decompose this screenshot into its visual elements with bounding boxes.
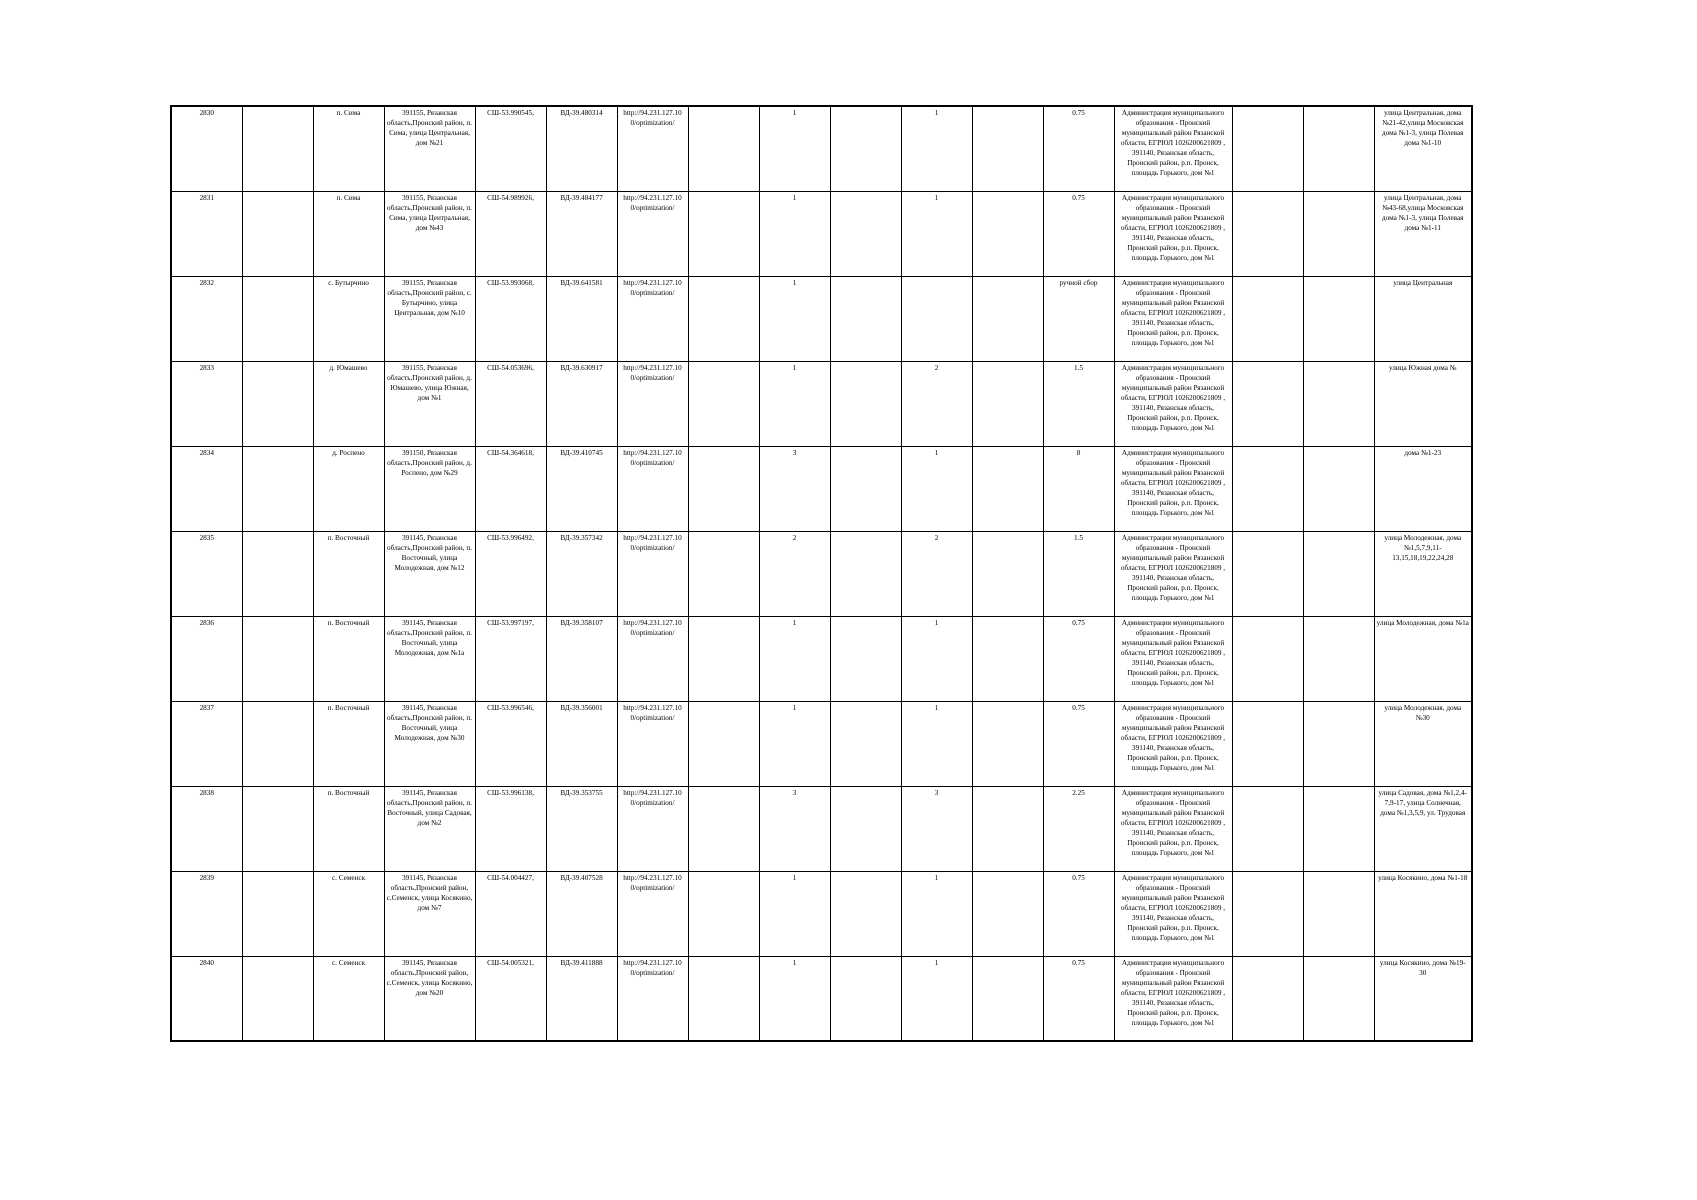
owner-info: Администрация муниципального образования - Пронский муниципальный район Рязанской области, ЕГРЮЛ 1026200621809 , 391140, Рязанская область, Пронский район, р.п. Пронск, площадь Горького, дом №1 (1114, 446, 1232, 531)
empty-cell (830, 956, 901, 1041)
empty-cell (688, 616, 759, 701)
container-count-secondary: 3 (901, 786, 972, 871)
container-count: 1 (759, 106, 830, 191)
served-addresses: улица Южная дома № (1374, 361, 1472, 446)
latitude: СШ-54.004427, (475, 871, 546, 956)
container-volume: 1.5 (1043, 531, 1114, 616)
longitude: ВД-39.630917 (546, 361, 617, 446)
table-body (171, 106, 1472, 1041)
latitude: СШ-53.997197, (475, 616, 546, 701)
empty-cell (830, 701, 901, 786)
container-count-secondary: 1 (901, 701, 972, 786)
table-row (171, 786, 1472, 871)
settlement-name: с. Бутырчино (313, 276, 384, 361)
container-count-secondary: 1 (901, 106, 972, 191)
empty-cell (688, 786, 759, 871)
empty-cell (1232, 446, 1303, 531)
record-number: 2839 (171, 871, 242, 956)
container-count: 2 (759, 531, 830, 616)
empty-cell (972, 616, 1043, 701)
record-number: 2833 (171, 361, 242, 446)
served-addresses: улица Центральная (1374, 276, 1472, 361)
site-address: 391145, Рязанская область,Пронский район, с.Семенск, улица Косякино, дом №20 (384, 956, 475, 1041)
map-link[interactable]: http://94.231.127.10 0/optimization/ (617, 701, 688, 786)
empty-cell (972, 871, 1043, 956)
empty-cell (830, 786, 901, 871)
record-number: 2831 (171, 191, 242, 276)
longitude: ВД-39.411888 (546, 956, 617, 1041)
served-addresses: улица Центральная, дома №43-68,улица Московская дома №1-3, улица Полевая дома №1-11 (1374, 191, 1472, 276)
record-number: 2837 (171, 701, 242, 786)
empty-cell (688, 191, 759, 276)
served-addresses: улица Садовая, дома №1,2,4-7,9-17, улица Солнечная, дома №1,3,5,9, ул. Трудовая (1374, 786, 1472, 871)
container-count-secondary: 1 (901, 446, 972, 531)
settlement-name: п. Восточный (313, 616, 384, 701)
empty-cell (830, 871, 901, 956)
latitude: СШ-53.993068, (475, 276, 546, 361)
record-number: 2832 (171, 276, 242, 361)
empty-cell (972, 191, 1043, 276)
latitude: СШ-54.005321, (475, 956, 546, 1041)
empty-cell (1303, 276, 1374, 361)
empty-cell (1232, 276, 1303, 361)
empty-cell (1232, 616, 1303, 701)
owner-info: Администрация муниципального образования - Пронский муниципальный район Рязанской области, ЕГРЮЛ 1026200621809 , 391140, Рязанская область, Пронский район, р.п. Пронск, площадь Горького, дом №1 (1114, 191, 1232, 276)
container-volume: 0.75 (1043, 871, 1114, 956)
empty-cell (1232, 531, 1303, 616)
empty-cell (1303, 446, 1374, 531)
container-count-secondary: 1 (901, 956, 972, 1041)
empty-cell (688, 276, 759, 361)
map-link[interactable]: http://94.231.127.10 0/optimization/ (617, 956, 688, 1041)
owner-info: Администрация муниципального образования - Пронский муниципальный район Рязанской области, ЕГРЮЛ 1026200621809 , 391140, Рязанская область, Пронский район, р.п. Пронск, площадь Горького, дом №1 (1114, 956, 1232, 1041)
map-link[interactable]: http://94.231.127.10 0/optimization/ (617, 616, 688, 701)
site-address: 391155, Рязанская область,Пронский район, с. Бутырчино, улица Центральная, дом №10 (384, 276, 475, 361)
longitude: ВД-39.353755 (546, 786, 617, 871)
settlement-name: с. Семенск (313, 956, 384, 1041)
map-link[interactable]: http://94.231.127.10 0/optimization/ (617, 531, 688, 616)
site-address: 391145, Рязанская область,Пронский район, п. Восточный, улица Молодежная, дом №1а (384, 616, 475, 701)
longitude: ВД-39.407528 (546, 871, 617, 956)
table-row (171, 191, 1472, 276)
container-volume: ручной сбор (1043, 276, 1114, 361)
site-address: 391155, Рязанская область,Пронский район, п. Сима, улица Центральная, дом №43 (384, 191, 475, 276)
longitude: ВД-39.357342 (546, 531, 617, 616)
table-row (171, 701, 1472, 786)
record-number: 2834 (171, 446, 242, 531)
record-number: 2830 (171, 106, 242, 191)
container-volume: 1.5 (1043, 361, 1114, 446)
empty-cell (242, 276, 313, 361)
served-addresses: улица Молодежная, дома №1,5,7,9,11-13,15,18,19,22,24,28 (1374, 531, 1472, 616)
empty-cell (1232, 701, 1303, 786)
empty-cell (1303, 956, 1374, 1041)
container-volume: 0.75 (1043, 956, 1114, 1041)
empty-cell (688, 701, 759, 786)
empty-cell (972, 531, 1043, 616)
latitude: СШ-53.996546, (475, 701, 546, 786)
settlement-name: д. Юмашево (313, 361, 384, 446)
record-number: 2840 (171, 956, 242, 1041)
empty-cell (242, 871, 313, 956)
empty-cell (688, 531, 759, 616)
empty-cell (972, 361, 1043, 446)
served-addresses: дома №1-23 (1374, 446, 1472, 531)
container-count: 1 (759, 871, 830, 956)
container-volume: 0.75 (1043, 106, 1114, 191)
empty-cell (242, 446, 313, 531)
container-count-secondary (901, 276, 972, 361)
latitude: СШ-54.989926, (475, 191, 546, 276)
longitude: ВД-39.480314 (546, 106, 617, 191)
empty-cell (242, 106, 313, 191)
settlement-name: п. Восточный (313, 786, 384, 871)
empty-cell (972, 956, 1043, 1041)
empty-cell (1303, 616, 1374, 701)
container-count: 1 (759, 956, 830, 1041)
empty-cell (830, 276, 901, 361)
container-volume: 0.75 (1043, 701, 1114, 786)
container-count-secondary: 1 (901, 191, 972, 276)
empty-cell (1303, 701, 1374, 786)
owner-info: Администрация муниципального образования - Пронский муниципальный район Рязанской области, ЕГРЮЛ 1026200621809 , 391140, Рязанская область, Пронский район, р.п. Пронск, площадь Горького, дом №1 (1114, 361, 1232, 446)
site-address: 391145, Рязанская область,Пронский район, п. Восточный, улица Молодежная, дом №12 (384, 531, 475, 616)
container-count: 1 (759, 701, 830, 786)
empty-cell (1232, 361, 1303, 446)
site-address: 391155, Рязанская область,Пронский район, п. Сима, улица Центральная, дом №21 (384, 106, 475, 191)
table-row (171, 106, 1472, 191)
empty-cell (1303, 531, 1374, 616)
empty-cell (1232, 191, 1303, 276)
empty-cell (242, 191, 313, 276)
empty-cell (1232, 786, 1303, 871)
record-number: 2836 (171, 616, 242, 701)
served-addresses: улица Молодежная, дома №1а (1374, 616, 1472, 701)
settlement-name: с. Семенск (313, 871, 384, 956)
empty-cell (830, 191, 901, 276)
container-count: 3 (759, 446, 830, 531)
settlement-name: п. Восточный (313, 701, 384, 786)
site-address: 391155, Рязанская область,Пронский район, д. Юмашево, улица Южная, дом №1 (384, 361, 475, 446)
empty-cell (830, 361, 901, 446)
empty-cell (688, 871, 759, 956)
longitude: ВД-39.356001 (546, 701, 617, 786)
container-count-secondary: 2 (901, 531, 972, 616)
empty-cell (1303, 191, 1374, 276)
map-link[interactable]: http://94.231.127.10 0/optimization/ (617, 361, 688, 446)
empty-cell (972, 446, 1043, 531)
empty-cell (830, 616, 901, 701)
empty-cell (242, 531, 313, 616)
container-count-secondary: 1 (901, 871, 972, 956)
map-link[interactable]: http://94.231.127.10 0/optimization/ (617, 871, 688, 956)
empty-cell (1303, 361, 1374, 446)
served-addresses: улица Центральная, дома №21-42,улица Московская дома №1-3, улица Полевая дома №1-10 (1374, 106, 1472, 191)
empty-cell (1303, 871, 1374, 956)
empty-cell (242, 701, 313, 786)
empty-cell (688, 361, 759, 446)
empty-cell (242, 786, 313, 871)
map-link[interactable]: http://94.231.127.10 0/optimization/ (617, 446, 688, 531)
settlement-name: п. Сима (313, 106, 384, 191)
container-volume: 0.75 (1043, 191, 1114, 276)
latitude: СШ-53.996492, (475, 531, 546, 616)
settlement-name: п. Восточный (313, 531, 384, 616)
empty-cell (972, 276, 1043, 361)
empty-cell (830, 531, 901, 616)
empty-cell (1303, 106, 1374, 191)
owner-info: Администрация муниципального образования - Пронский муниципальный район Рязанской области, ЕГРЮЛ 1026200621809 , 391140, Рязанская область, Пронский район, р.п. Пронск, площадь Горького, дом №1 (1114, 106, 1232, 191)
empty-cell (972, 701, 1043, 786)
served-addresses: улица Косякино, дома №1-18 (1374, 871, 1472, 956)
empty-cell (1232, 106, 1303, 191)
settlement-name: д. Роспено (313, 446, 384, 531)
site-address: 391145, Рязанская область,Пронский район, с.Семенск, улица Косякино, дом №7 (384, 871, 475, 956)
site-address: 391145, Рязанская область,Пронский район, п. Восточный, улица Молодежная, дом №30 (384, 701, 475, 786)
empty-cell (830, 106, 901, 191)
longitude: ВД-39.641581 (546, 276, 617, 361)
container-count-secondary: 2 (901, 361, 972, 446)
container-count: 3 (759, 786, 830, 871)
latitude: СШ-54.053696, (475, 361, 546, 446)
empty-cell (242, 956, 313, 1041)
latitude: СШ-54.364618, (475, 446, 546, 531)
empty-cell (972, 786, 1043, 871)
map-link[interactable]: http://94.231.127.10 0/optimization/ (617, 276, 688, 361)
container-volume: 8 (1043, 446, 1114, 531)
table-row (171, 361, 1472, 446)
map-link[interactable]: http://94.231.127.10 0/optimization/ (617, 191, 688, 276)
settlement-name: п. Сима (313, 191, 384, 276)
map-link[interactable]: http://94.231.127.10 0/optimization/ (617, 106, 688, 191)
latitude: СШ-53.996138, (475, 786, 546, 871)
container-count: 1 (759, 616, 830, 701)
latitude: СШ-53.990545, (475, 106, 546, 191)
container-count: 1 (759, 361, 830, 446)
site-address: 391145, Рязанская область,Пронский район, п. Восточный, улица Садовая, дом №2 (384, 786, 475, 871)
owner-info: Администрация муниципального образования - Пронский муниципальный район Рязанской области, ЕГРЮЛ 1026200621809 , 391140, Рязанская область, Пронский район, р.п. Пронск, площадь Горького, дом №1 (1114, 701, 1232, 786)
empty-cell (1232, 871, 1303, 956)
container-count-secondary: 1 (901, 616, 972, 701)
table-row (171, 276, 1472, 361)
empty-cell (688, 446, 759, 531)
record-number: 2838 (171, 786, 242, 871)
empty-cell (830, 446, 901, 531)
waste-sites-table (170, 105, 1473, 1042)
owner-info: Администрация муниципального образования - Пронский муниципальный район Рязанской области, ЕГРЮЛ 1026200621809 , 391140, Рязанская область, Пронский район, р.п. Пронск, площадь Горького, дом №1 (1114, 786, 1232, 871)
empty-cell (1232, 956, 1303, 1041)
table-row (171, 871, 1472, 956)
served-addresses: улица Косякино, дома №19-30 (1374, 956, 1472, 1041)
record-number: 2835 (171, 531, 242, 616)
empty-cell (242, 616, 313, 701)
table-row (171, 956, 1472, 1041)
served-addresses: улица Молодежная, дома №30 (1374, 701, 1472, 786)
site-address: 391150, Рязанская область,Пронский район, д. Роспено, дом №29 (384, 446, 475, 531)
longitude: ВД-39.410745 (546, 446, 617, 531)
empty-cell (972, 106, 1043, 191)
owner-info: Администрация муниципального образования - Пронский муниципальный район Рязанской области, ЕГРЮЛ 1026200621809 , 391140, Рязанская область, Пронский район, р.п. Пронск, площадь Горького, дом №1 (1114, 871, 1232, 956)
table-row (171, 616, 1472, 701)
owner-info: Администрация муниципального образования - Пронский муниципальный район Рязанской области, ЕГРЮЛ 1026200621809 , 391140, Рязанская область, Пронский район, р.п. Пронск, площадь Горького, дом №1 (1114, 616, 1232, 701)
table-row (171, 531, 1472, 616)
longitude: ВД-39.484177 (546, 191, 617, 276)
empty-cell (688, 956, 759, 1041)
container-volume: 2.25 (1043, 786, 1114, 871)
container-volume: 0.75 (1043, 616, 1114, 701)
owner-info: Администрация муниципального образования - Пронский муниципальный район Рязанской области, ЕГРЮЛ 1026200621809 , 391140, Рязанская область, Пронский район, р.п. Пронск, площадь Горького, дом №1 (1114, 276, 1232, 361)
map-link[interactable]: http://94.231.127.10 0/optimization/ (617, 786, 688, 871)
empty-cell (1303, 786, 1374, 871)
longitude: ВД-39.358107 (546, 616, 617, 701)
owner-info: Администрация муниципального образования - Пронский муниципальный район Рязанской области, ЕГРЮЛ 1026200621809 , 391140, Рязанская область, Пронский район, р.п. Пронск, площадь Горького, дом №1 (1114, 531, 1232, 616)
empty-cell (688, 106, 759, 191)
table-row (171, 446, 1472, 531)
container-count: 1 (759, 191, 830, 276)
empty-cell (242, 361, 313, 446)
container-count: 1 (759, 276, 830, 361)
